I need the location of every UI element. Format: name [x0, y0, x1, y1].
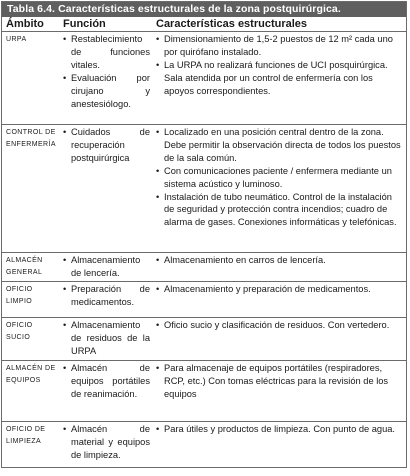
caracteristicas-list	[156, 33, 402, 98]
header-caracteristicas: Características estructurales	[156, 18, 308, 30]
caracteristicas-cell	[152, 253, 406, 281]
caracteristicas-list	[156, 126, 402, 229]
ambito-cell: CONTROL DE ENFERMERÍA	[6, 129, 56, 148]
funcion-item: • Almacén de material y equipos de limpieza.	[63, 423, 150, 462]
funcion-cell	[59, 253, 152, 281]
header-ambito: Ámbito	[6, 18, 44, 30]
caracteristica-item: • Oficio sucio y clasificación de residuos. Con vertedero.	[156, 319, 402, 332]
funcion-item: • Restablecimiento de funciones vitales.	[63, 33, 150, 72]
caracteristicas-list	[156, 423, 402, 436]
table-row	[2, 361, 406, 422]
table-row	[2, 318, 406, 361]
funcion-item: • Almacén de equipos portátiles de reanimación.	[63, 362, 150, 401]
funcion-list	[63, 423, 150, 462]
ambito-cell: OFICIO SUCIO	[6, 322, 33, 341]
table-row	[2, 32, 406, 125]
caracteristica-item: • Instalación de tubo neumático. Control de la instalación de seguridad y protección contra incendios; cuadro de alarma de gases. Conexiones informáticas y telefónicas.	[156, 191, 402, 230]
funcion-cell	[59, 125, 152, 252]
funcion-item: • Preparación de medicamentos.	[63, 283, 150, 309]
ambito-cell: OFICIO LIMPIO	[6, 286, 33, 305]
structural-characteristics-table	[1, 1, 407, 468]
funcion-cell	[59, 361, 152, 421]
funcion-list	[63, 319, 150, 358]
caracteristica-item: • La URPA no realizará funciones de UCI posquirúrgica. Sala atendida por un control de enfermería con los apoyos correspondientes.	[156, 59, 402, 98]
caracteristicas-cell	[152, 361, 406, 421]
funcion-list	[63, 254, 150, 280]
ambito-cell: OFICIO DE LIMPIEZA	[6, 426, 46, 445]
caracteristica-item: • Almacenamiento y preparación de medicamentos.	[156, 283, 402, 296]
funcion-cell	[59, 282, 152, 317]
funcion-cell	[59, 32, 152, 124]
funcion-list	[63, 362, 150, 401]
caracteristica-item: • Con comunicaciones paciente / enfermera mediante un sistema acústico y luminoso.	[156, 165, 402, 191]
funcion-list	[63, 33, 150, 110]
caracteristicas-list	[156, 254, 402, 267]
caracteristicas-list	[156, 319, 402, 332]
caracteristicas-cell	[152, 125, 406, 252]
funcion-item: • Almacenamiento de lencería.	[63, 254, 150, 280]
table-body	[2, 32, 406, 467]
funcion-item: • Almacenamiento de residuos de la URPA	[63, 319, 150, 358]
funcion-cell	[59, 422, 152, 467]
caracteristicas-cell	[152, 422, 406, 467]
table-row	[2, 282, 406, 318]
table-title: Tabla 6.4. Características estructurales de la zona postquirúrgica.	[2, 2, 406, 17]
ambito-cell: URPA	[6, 36, 27, 43]
ambito-cell: ALMACÉN DE EQUIPOS	[6, 365, 56, 384]
funcion-list	[63, 126, 150, 165]
table-row	[2, 125, 406, 253]
header-funcion: Función	[63, 18, 106, 30]
table-row	[2, 253, 406, 282]
caracteristicas-list	[156, 362, 402, 401]
caracteristicas-list	[156, 283, 402, 296]
caracteristica-item: • Localizado en una posición central dentro de la zona. Debe permitir la observación directa de todos los puestos de la sala común.	[156, 126, 402, 165]
caracteristica-item: • Para almacenaje de equipos portátiles (respiradores, RCP, etc.) Con tomas eléctricas para la revisión de los equipos	[156, 362, 402, 401]
funcion-list	[63, 283, 150, 309]
table-header-row	[2, 17, 406, 32]
funcion-item: • Evaluación por cirujano y anestesiólogo.	[63, 72, 150, 111]
ambito-cell: ALMACÉN GENERAL	[6, 257, 43, 276]
funcion-cell	[59, 318, 152, 360]
caracteristicas-cell	[152, 32, 406, 124]
caracteristica-item: • Dimensionamiento de 1,5-2 puestos de 12 m² cada uno por quirófano instalado.	[156, 33, 402, 59]
caracteristica-item: • Almacenamiento en carros de lencería.	[156, 254, 402, 267]
caracteristicas-cell	[152, 282, 406, 317]
caracteristica-item: • Para útiles y productos de limpieza. Con punto de agua.	[156, 423, 402, 436]
caracteristicas-cell	[152, 318, 406, 360]
table-row	[2, 422, 406, 467]
funcion-item: • Cuidados de recuperación postquirúrgica	[63, 126, 150, 165]
